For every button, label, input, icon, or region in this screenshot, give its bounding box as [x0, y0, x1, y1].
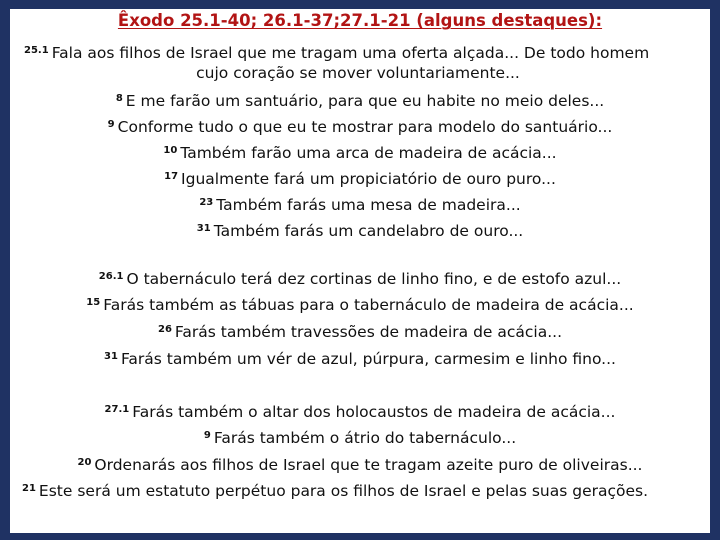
verse-line — [10, 89, 710, 111]
verse-text: Este será um estatuto perpétuo para os filhos de Israel e pelas suas gerações. — [38, 482, 649, 500]
verse-text: Farás também o altar dos holocaustos de madeira de acácia... — [132, 403, 616, 421]
verse-line — [10, 167, 710, 189]
verse-line — [10, 320, 710, 342]
verse-number: 25.1 — [24, 45, 49, 56]
verse-line — [10, 115, 710, 137]
verse-number: 20 — [77, 457, 92, 468]
verse-text: Igualmente fará um propiciatório de ouro puro... — [181, 170, 556, 188]
verse-line — [10, 219, 710, 241]
verse-line — [10, 293, 710, 315]
verse-text: Farás também o átrio do tabernáculo... — [213, 429, 517, 447]
verse-text: cujo coração se mover voluntariamente... — [196, 64, 520, 82]
verse-line — [10, 141, 710, 163]
verse-line — [10, 426, 710, 448]
slide — [10, 9, 710, 533]
verse-line — [24, 41, 704, 63]
verse-text: Farás também travessões de madeira de acácia... — [174, 323, 562, 341]
verse-text: Ordenarás aos filhos de Israel que te tragam azeite puro de oliveiras... — [94, 456, 643, 474]
verse-number: 9 — [107, 119, 115, 130]
verse-number: 9 — [203, 430, 211, 441]
verse-text: Farás também as tábuas para o tabernáculo de madeira de acácia... — [103, 296, 634, 314]
verse-line — [10, 400, 710, 422]
verse-number: 27.1 — [104, 404, 130, 415]
verse-text: Conforme tudo o que eu te mostrar para modelo do santuário... — [117, 118, 613, 136]
verse-line — [8, 63, 708, 83]
verse-line — [10, 453, 710, 475]
verse-number: 26 — [158, 324, 172, 335]
verse-text: E me farão um santuário, para que eu habite no meio deles... — [125, 92, 605, 110]
verse-line — [22, 479, 710, 501]
verse-text: Também farás uma mesa de madeira... — [216, 196, 521, 214]
verse-text: Também farão uma arca de madeira de acácia... — [180, 144, 557, 162]
verse-number: 23 — [199, 197, 214, 208]
slide-title: Êxodo 25.1-40; 26.1-37;27.1-21 (alguns destaques): — [117, 11, 603, 30]
verse-number: 31 — [104, 351, 118, 362]
verse-line — [10, 347, 710, 369]
verse-number: 15 — [86, 297, 101, 308]
verse-number: 8 — [115, 93, 123, 104]
verse-text: O tabernáculo terá dez cortinas de linho fino, e de estofo azul... — [126, 270, 622, 288]
verse-number: 26.1 — [98, 271, 124, 282]
verse-number: 21 — [22, 483, 36, 494]
verse-number: 31 — [196, 223, 211, 234]
verse-line — [10, 267, 710, 289]
verse-number: 17 — [164, 171, 179, 182]
verse-text: Farás também um vér de azul, púrpura, carmesim e linho fino... — [120, 350, 616, 368]
verse-line — [10, 193, 710, 215]
verse-number: 10 — [163, 145, 178, 156]
verse-text: Fala aos filhos de Israel que me tragam uma oferta alçada... De todo homem — [51, 44, 650, 62]
verse-text: Também farás um candelabro de ouro... — [213, 222, 524, 240]
